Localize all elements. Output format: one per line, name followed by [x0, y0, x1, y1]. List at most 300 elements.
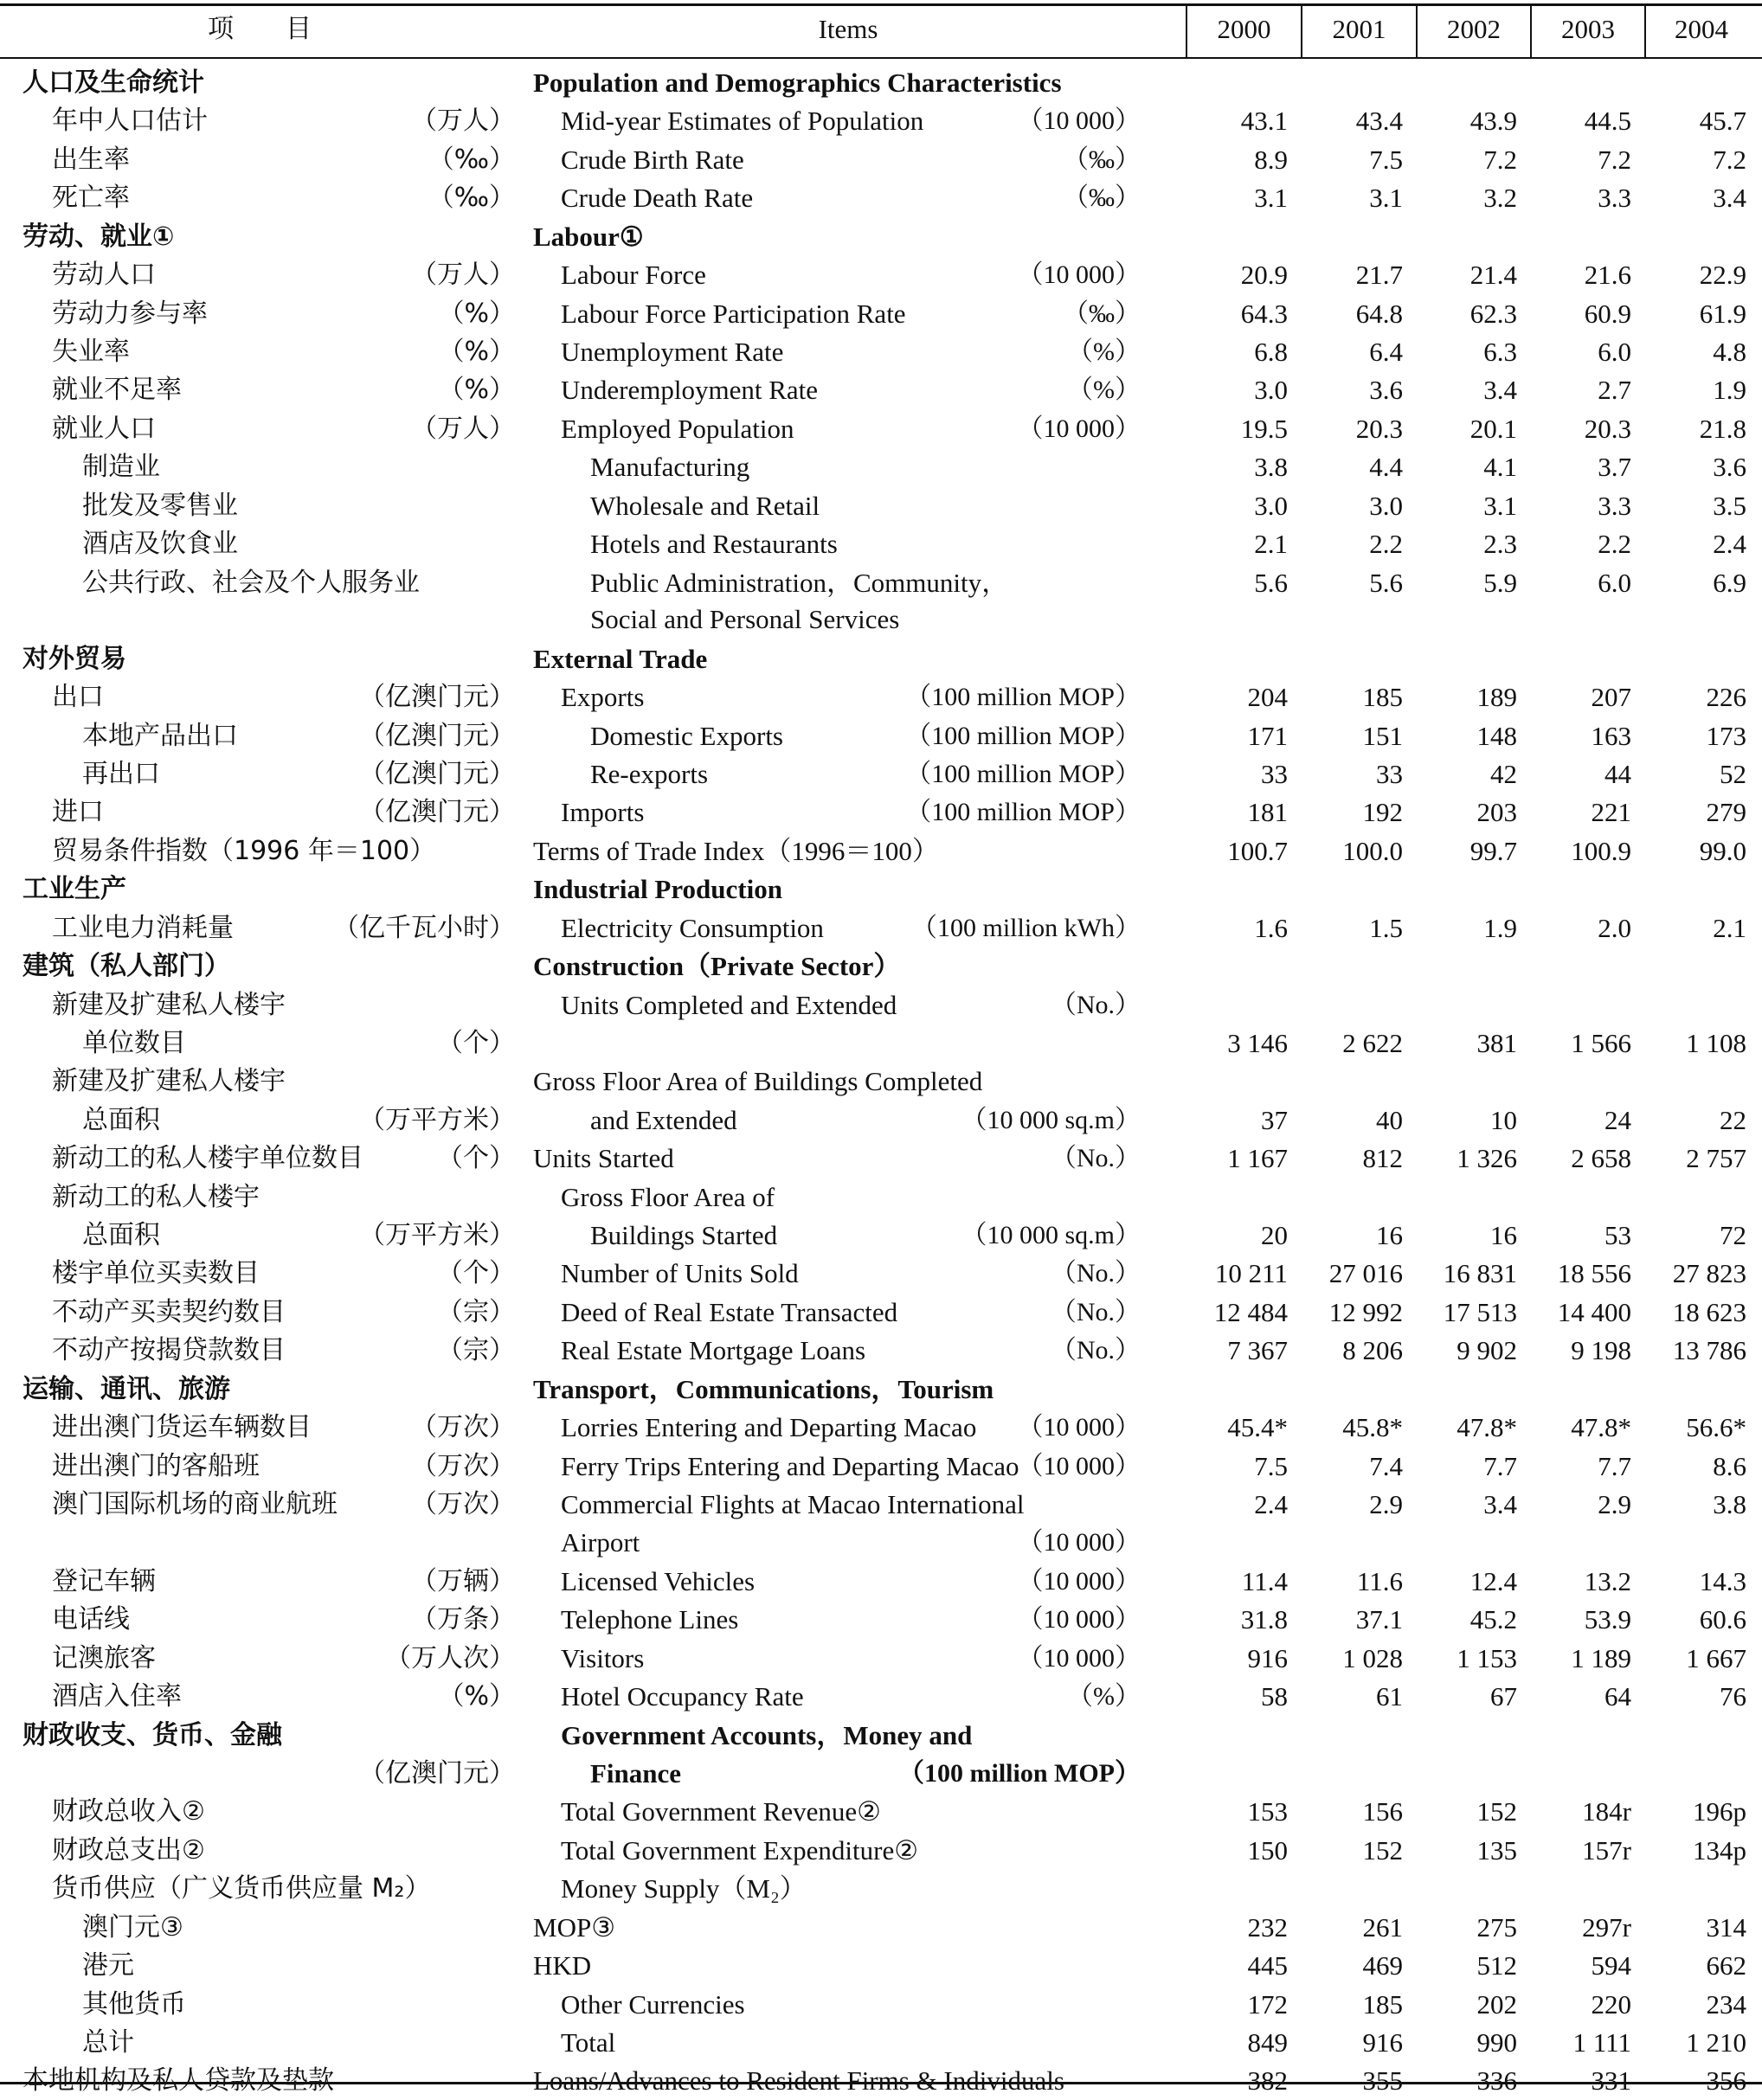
value-cell-2001: 2 622 — [1342, 1028, 1403, 1058]
item-label-en: Loans/Advances to Resident Firms & Individuals — [533, 2065, 1064, 2096]
value-cell-2002: 45.2 — [1469, 1604, 1517, 1634]
table-row — [0, 600, 1762, 639]
value-cell-2004: 72 — [1720, 1220, 1746, 1250]
value-cell-2004: 1 108 — [1686, 1028, 1746, 1058]
value-cell-2003: 2.7 — [1598, 375, 1631, 405]
table-row — [0, 448, 1762, 486]
item-unit-cn: （个） — [437, 1143, 515, 1173]
item-label-cn: 财政总支出② — [52, 1835, 205, 1866]
item-label-cn: 公共行政、社会及个人服务业 — [82, 568, 420, 598]
item-label-en: Licensed Vehicles — [561, 1566, 756, 1596]
item-label-en: Lorries Entering and Departing Macao — [561, 1412, 977, 1442]
value-cell-2003: 163 — [1591, 721, 1631, 751]
table-row — [0, 793, 1762, 832]
item-unit-cn: （万次） — [411, 1451, 515, 1481]
value-cell-2003: 20.3 — [1584, 414, 1631, 444]
value-cell-2003: 24 — [1604, 1105, 1631, 1135]
item-unit-en: （10 000 sq.m） — [961, 1221, 1141, 1249]
item-label-en: Population and Demographics Characteristics — [533, 67, 1062, 98]
value-cell-2001: 2.2 — [1369, 529, 1403, 559]
table-row — [0, 1024, 1762, 1063]
item-unit-cn: （万平方米） — [359, 1105, 515, 1135]
header-items-en: Items — [818, 14, 878, 44]
value-cell-2004: 662 — [1706, 1950, 1746, 1981]
value-cell-2000: 3.0 — [1254, 491, 1288, 521]
item-label-en: HKD — [533, 1950, 592, 1981]
item-label-en: Crude Death Rate — [561, 183, 754, 213]
item-label-cn: 劳动力参与率 — [52, 299, 208, 329]
item-unit-cn: （%） — [438, 375, 515, 405]
value-cell-2004: 21.8 — [1699, 414, 1746, 444]
table-row — [0, 1101, 1762, 1140]
value-cell-2003: 331 — [1591, 2065, 1631, 2096]
item-unit-en: （100 million MOP） — [905, 722, 1141, 750]
value-cell-2000: 20 — [1261, 1220, 1288, 1250]
value-cell-2001: 3.0 — [1369, 491, 1403, 521]
table-row — [0, 1832, 1762, 1870]
value-cell-2002: 3.4 — [1483, 375, 1517, 405]
item-label-en: Other Currencies — [561, 1989, 745, 2020]
value-cell-2004: 314 — [1706, 1912, 1746, 1943]
value-cell-2002: 189 — [1476, 682, 1517, 712]
item-label-cn: 运输、通讯、旅游 — [23, 1374, 230, 1404]
value-cell-2000: 20.9 — [1240, 260, 1288, 290]
value-cell-2003: 3.7 — [1598, 452, 1631, 482]
value-cell-2001: 20.3 — [1355, 414, 1403, 444]
value-cell-2004: 196p — [1693, 1796, 1746, 1827]
value-cell-2001: 4.4 — [1369, 452, 1403, 482]
item-unit-en: （‰） — [1063, 299, 1141, 328]
item-label-en: Transport，Communications，Tourism — [533, 1374, 994, 1404]
value-cell-2002: 16 831 — [1443, 1258, 1517, 1288]
item-label-en: Units Started — [533, 1143, 674, 1173]
value-cell-2001: 45.8* — [1342, 1412, 1403, 1442]
table-row — [0, 1294, 1762, 1332]
item-label-en: Unemployment Rate — [561, 337, 784, 367]
value-cell-2002: 7.7 — [1483, 1451, 1517, 1481]
item-label-cn: 总面积 — [82, 1105, 160, 1135]
item-label-en: Ferry Trips Entering and Departing Macao — [561, 1451, 1019, 1481]
item-unit-cn: （‰） — [428, 144, 515, 175]
item-label-cn: 楼宇单位买卖数目 — [52, 1258, 260, 1288]
value-cell-2001: 61 — [1376, 1681, 1403, 1711]
header-year-2004: 2004 — [1675, 14, 1728, 44]
item-label-cn: 酒店及饮食业 — [82, 529, 238, 559]
table-row — [0, 1640, 1762, 1678]
item-unit-cn: （亿澳门元） — [359, 759, 515, 789]
value-cell-2004: 3.6 — [1713, 452, 1746, 482]
table-row — [0, 1524, 1762, 1562]
value-cell-2000: 181 — [1247, 797, 1288, 827]
item-unit-cn: （宗） — [437, 1297, 515, 1327]
value-cell-2002: 512 — [1476, 1950, 1517, 1981]
item-unit-cn: （%） — [438, 1681, 515, 1711]
value-cell-2002: 148 — [1476, 721, 1517, 751]
item-unit-en: （%） — [1067, 376, 1141, 404]
value-cell-2004: 1 210 — [1686, 2027, 1746, 2058]
value-cell-2001: 156 — [1362, 1796, 1403, 1827]
table-row — [0, 1717, 1762, 1755]
table-row — [0, 1448, 1762, 1486]
item-label-cn: 财政总收入② — [52, 1796, 205, 1827]
item-label-cn: 年中人口估计 — [52, 106, 208, 136]
item-unit-en: （100 million MOP） — [905, 798, 1141, 826]
value-cell-2004: 22 — [1720, 1105, 1746, 1135]
value-cell-2004: 356 — [1706, 2065, 1746, 2096]
item-label-en: Exports — [561, 682, 645, 712]
item-label-cn: 劳动、就业① — [23, 222, 175, 252]
value-cell-2000: 382 — [1247, 2065, 1288, 2096]
value-cell-2004: 234 — [1706, 1989, 1746, 2020]
item-label-cn: 贸易条件指数（1996 年＝100） — [52, 836, 436, 866]
value-cell-2000: 5.6 — [1254, 568, 1288, 598]
value-cell-2001: 192 — [1362, 797, 1403, 827]
item-label-en: Terms of Trade Index（1996＝100） — [533, 836, 939, 866]
value-cell-2004: 3.4 — [1713, 183, 1746, 213]
item-label-en: Commercial Flights at Macao International — [561, 1489, 1025, 1519]
value-cell-2001: 3.6 — [1369, 375, 1403, 405]
value-cell-2003: 7.2 — [1598, 144, 1631, 175]
value-cell-2001: 27 016 — [1328, 1258, 1403, 1288]
table-row — [0, 1563, 1762, 1601]
value-cell-2002: 12.4 — [1469, 1566, 1517, 1596]
table-row — [0, 1678, 1762, 1716]
item-unit-en: （No.） — [1050, 1259, 1141, 1288]
value-cell-2001: 151 — [1362, 721, 1403, 751]
table-row — [0, 2062, 1762, 2100]
item-label-cn: 财政收支、货币、金融 — [23, 1720, 282, 1750]
value-cell-2003: 184r — [1582, 1796, 1631, 1827]
item-unit-en: （No.） — [1050, 1298, 1141, 1326]
item-unit-cn: （万条） — [411, 1604, 515, 1634]
value-cell-2002: 1 153 — [1457, 1643, 1517, 1673]
table-row — [0, 1486, 1762, 1524]
item-unit-cn: （万辆） — [411, 1566, 515, 1596]
value-cell-2002: 42 — [1490, 759, 1517, 789]
table-row — [0, 487, 1762, 525]
value-cell-2002: 21.4 — [1469, 260, 1517, 290]
value-cell-2002: 2.3 — [1483, 529, 1517, 559]
item-label-cn: 工业生产 — [23, 874, 126, 904]
item-label-cn: 进出澳门货运车辆数目 — [52, 1412, 312, 1442]
item-label-en: Wholesale and Retail — [590, 491, 820, 521]
value-cell-2004: 56.6* — [1686, 1412, 1746, 1442]
item-label-cn: 出口 — [52, 682, 104, 712]
value-cell-2000: 31.8 — [1240, 1604, 1288, 1634]
item-label-cn: 出生率 — [52, 144, 130, 175]
item-unit-en: （10 000） — [1017, 260, 1141, 289]
value-cell-2002: 1 326 — [1457, 1143, 1517, 1173]
value-cell-2000: 3.8 — [1254, 452, 1288, 482]
item-unit-en: （10 000） — [1017, 1605, 1141, 1634]
item-unit-cn: （万人） — [411, 106, 515, 136]
item-label-cn: 死亡率 — [52, 183, 130, 213]
item-unit-en: （10 000） — [1017, 106, 1141, 135]
item-unit-en: （10 000） — [1017, 1528, 1141, 1557]
value-cell-2002: 17 513 — [1443, 1297, 1517, 1327]
value-cell-2000: 10 211 — [1214, 1258, 1288, 1288]
value-cell-2003: 6.0 — [1598, 568, 1631, 598]
value-cell-2000: 19.5 — [1240, 414, 1288, 444]
value-cell-2001: 11.6 — [1356, 1566, 1403, 1596]
value-cell-2000: 1 167 — [1227, 1143, 1288, 1173]
value-cell-2000: 232 — [1247, 1912, 1288, 1943]
item-unit-cn: （万次） — [411, 1412, 515, 1442]
value-cell-2000: 64.3 — [1240, 299, 1288, 329]
value-cell-2000: 7.5 — [1254, 1451, 1288, 1481]
table-row — [0, 1986, 1762, 2024]
value-cell-2000: 153 — [1247, 1796, 1288, 1827]
value-cell-2004: 52 — [1720, 759, 1746, 789]
item-label-en: Number of Units Sold — [561, 1258, 799, 1288]
value-cell-2002: 275 — [1476, 1912, 1517, 1943]
table-row — [0, 832, 1762, 870]
value-cell-2000: 3.1 — [1254, 183, 1288, 213]
item-unit-cn: （万人） — [411, 414, 515, 444]
table-row — [0, 640, 1762, 678]
value-cell-2002: 135 — [1476, 1835, 1517, 1866]
table-row — [0, 717, 1762, 755]
value-cell-2001: 8 206 — [1342, 1335, 1403, 1365]
value-cell-2004: 3.5 — [1713, 491, 1746, 521]
item-label-en: Visitors — [561, 1643, 645, 1673]
item-label-en: Finance — [590, 1758, 682, 1789]
item-unit-en: （10 000） — [1017, 1452, 1141, 1480]
item-unit-cn: （万平方米） — [359, 1220, 515, 1250]
value-cell-2004: 134p — [1693, 1835, 1746, 1866]
value-cell-2003: 221 — [1591, 797, 1631, 827]
value-cell-2002: 20.1 — [1469, 414, 1517, 444]
item-unit-cn: （亿澳门元） — [359, 1758, 515, 1789]
item-label-cn: 劳动人口 — [52, 260, 156, 290]
item-label-cn: 港元 — [82, 1950, 134, 1981]
table-row — [0, 64, 1762, 102]
item-label-en: External Trade — [533, 644, 708, 674]
header-year-2002: 2002 — [1447, 14, 1501, 44]
value-cell-2003: 64 — [1604, 1681, 1631, 1711]
value-cell-2004: 173 — [1706, 721, 1746, 751]
item-label-en: Buildings Started — [590, 1220, 778, 1250]
table-row — [0, 1255, 1762, 1293]
value-cell-2001: 152 — [1362, 1835, 1403, 1866]
table-row — [0, 1793, 1762, 1831]
item-unit-en: （10 000） — [1017, 1413, 1141, 1442]
table-row — [0, 909, 1762, 947]
item-label-cn: 就业不足率 — [52, 375, 182, 405]
value-cell-2001: 185 — [1362, 682, 1403, 712]
value-cell-2002: 3.2 — [1483, 183, 1517, 213]
value-cell-2004: 4.8 — [1713, 337, 1746, 367]
item-unit-en: （10 000） — [1017, 414, 1141, 443]
value-cell-2004: 6.9 — [1713, 568, 1746, 598]
value-cell-2000: 3.0 — [1254, 375, 1288, 405]
table-row — [0, 410, 1762, 448]
value-cell-2001: 261 — [1362, 1912, 1403, 1943]
item-label-en: Deed of Real Estate Transacted — [561, 1297, 898, 1327]
item-label-en: Public Administration，Community， — [590, 568, 1009, 598]
value-cell-2001: 33 — [1376, 759, 1403, 789]
item-label-en: and Extended — [590, 1105, 737, 1135]
value-cell-2003: 53 — [1604, 1220, 1631, 1250]
item-unit-en: （10 000） — [1017, 1644, 1141, 1673]
value-cell-2000: 2.1 — [1254, 529, 1288, 559]
item-label-en: Hotels and Restaurants — [590, 529, 838, 559]
value-cell-2002: 16 — [1490, 1220, 1517, 1250]
table-row — [0, 218, 1762, 256]
item-label-cn: 电话线 — [52, 1604, 130, 1634]
value-cell-2002: 6.3 — [1483, 337, 1517, 367]
value-cell-2000: 37 — [1261, 1105, 1288, 1135]
value-cell-2000: 58 — [1261, 1681, 1288, 1711]
item-label-en: Imports — [561, 797, 645, 827]
header-year-2003: 2003 — [1561, 14, 1615, 44]
value-cell-2003: 1 111 — [1572, 2027, 1631, 2058]
value-cell-2000: 7 367 — [1227, 1335, 1288, 1365]
item-unit-cn: （万次） — [411, 1489, 515, 1519]
value-cell-2001: 6.4 — [1369, 337, 1403, 367]
value-cell-2000: 11.4 — [1241, 1566, 1288, 1596]
item-label-cn: 建筑（私人部门） — [23, 951, 230, 981]
item-label-en: Government Accounts，Money and — [561, 1720, 973, 1750]
item-label-cn: 批发及零售业 — [82, 491, 238, 521]
value-cell-2002: 99.7 — [1469, 836, 1517, 866]
item-label-en: Construction（Private Sector） — [533, 951, 901, 981]
item-label-cn: 人口及生命统计 — [23, 67, 204, 98]
item-unit-en: （100 million MOP） — [905, 683, 1141, 711]
table-row — [0, 1332, 1762, 1370]
item-label-en: Total — [561, 2027, 616, 2058]
item-label-cn: 登记车辆 — [52, 1566, 156, 1596]
value-cell-2001: 812 — [1362, 1143, 1403, 1173]
value-cell-2004: 60.6 — [1699, 1604, 1746, 1634]
item-label-cn: 再出口 — [82, 759, 160, 789]
item-unit-en: （%） — [1067, 1682, 1141, 1711]
value-cell-2004: 2.1 — [1713, 913, 1746, 943]
table-row — [0, 1217, 1762, 1255]
table-row — [0, 1371, 1762, 1409]
value-cell-2000: 43.1 — [1240, 106, 1288, 136]
item-label-cn: 新建及扩建私人楼宇 — [52, 1066, 286, 1096]
value-cell-2000: 8.9 — [1254, 144, 1288, 175]
value-cell-2001: 3.1 — [1369, 183, 1403, 213]
value-cell-2003: 21.6 — [1584, 260, 1631, 290]
value-cell-2003: 157r — [1582, 1835, 1631, 1866]
item-unit-en: （10 000） — [1017, 1567, 1141, 1596]
item-label-en: Industrial Production — [533, 874, 782, 904]
item-label-en: Mid-year Estimates of Population — [561, 106, 924, 136]
value-cell-2003: 6.0 — [1598, 337, 1631, 367]
item-unit-en: （No.） — [1050, 1144, 1141, 1172]
item-label-cn: 制造业 — [82, 452, 160, 482]
table-row — [0, 986, 1762, 1024]
value-cell-2002: 43.9 — [1469, 106, 1517, 136]
header-items-cn: 项 目 — [208, 14, 312, 44]
value-cell-2004: 3.8 — [1713, 1489, 1746, 1519]
value-cell-2003: 7.7 — [1598, 1451, 1631, 1481]
item-label-en: Manufacturing — [590, 452, 750, 482]
value-cell-2004: 14.3 — [1699, 1566, 1746, 1596]
value-cell-2000: 12 484 — [1213, 1297, 1288, 1327]
value-cell-2003: 2.0 — [1598, 913, 1631, 943]
value-cell-2002: 10 — [1490, 1105, 1517, 1135]
value-cell-2001: 37.1 — [1355, 1604, 1403, 1634]
value-cell-2002: 3.4 — [1483, 1489, 1517, 1519]
value-cell-2001: 7.5 — [1369, 144, 1403, 175]
value-cell-2004: 7.2 — [1713, 144, 1746, 175]
value-cell-2001: 355 — [1362, 2065, 1403, 2096]
value-cell-2001: 5.6 — [1369, 568, 1403, 598]
value-cell-2000: 100.7 — [1227, 836, 1288, 866]
table-row — [0, 256, 1762, 294]
table-row — [0, 870, 1762, 909]
table-row — [0, 564, 1762, 602]
item-unit-en: （No.） — [1050, 1336, 1141, 1365]
value-cell-2004: 226 — [1706, 682, 1746, 712]
item-unit-en: （100 million kWh） — [911, 914, 1141, 942]
item-label-cn: 新建及扩建私人楼宇 — [52, 990, 286, 1020]
item-unit-en: （%） — [1067, 337, 1141, 366]
item-label-en: Gross Floor Area of Buildings Completed — [533, 1066, 983, 1096]
value-cell-2000: 3 146 — [1227, 1028, 1288, 1058]
value-cell-2004: 2.4 — [1713, 529, 1746, 559]
value-cell-2001: 16 — [1376, 1220, 1403, 1250]
value-cell-2003: 594 — [1591, 1950, 1631, 1981]
item-unit-cn: （亿澳门元） — [359, 797, 515, 827]
item-label-cn: 澳门国际机场的商业航班 — [52, 1489, 338, 1519]
value-cell-2003: 53.9 — [1584, 1604, 1631, 1634]
value-cell-2001: 43.4 — [1355, 106, 1403, 136]
item-label-en: Labour① — [533, 222, 644, 252]
value-cell-2002: 1.9 — [1483, 913, 1517, 943]
table-row — [0, 525, 1762, 563]
item-label-cn: 工业电力消耗量 — [52, 913, 234, 943]
item-label-en: Airport — [561, 1527, 640, 1557]
table-row — [0, 333, 1762, 371]
value-cell-2002: 203 — [1476, 797, 1517, 827]
value-cell-2003: 13.2 — [1584, 1566, 1631, 1596]
value-cell-2000: 33 — [1261, 759, 1288, 789]
item-label-cn: 失业率 — [52, 337, 130, 367]
item-unit-en: （‰） — [1063, 145, 1141, 174]
item-label-en: Crude Birth Rate — [561, 144, 744, 175]
value-cell-2004: 279 — [1706, 797, 1746, 827]
header-bottom-border — [0, 57, 1762, 59]
table-row — [0, 1140, 1762, 1178]
table-row — [0, 2024, 1762, 2062]
table-row — [0, 141, 1762, 179]
value-cell-2001: 2.9 — [1369, 1489, 1403, 1519]
item-label-cn: 单位数目 — [82, 1028, 186, 1058]
value-cell-2004: 27 823 — [1672, 1258, 1746, 1288]
value-cell-2002: 4.1 — [1483, 452, 1517, 482]
value-cell-2003: 297r — [1582, 1912, 1631, 1943]
value-cell-2002: 202 — [1476, 1989, 1517, 2020]
value-cell-2003: 2 658 — [1571, 1143, 1631, 1173]
item-label-cn: 就业人口 — [52, 414, 156, 444]
item-label-cn: 货币供应（广义货币供应量 M₂） — [52, 1873, 431, 1904]
table-row — [0, 371, 1762, 409]
header-year-2001: 2001 — [1332, 14, 1386, 44]
value-cell-2004: 99.0 — [1699, 836, 1746, 866]
item-label-cn: 本地机构及私人贷款及垫款 — [23, 2065, 334, 2096]
value-cell-2003: 9 198 — [1571, 1335, 1631, 1365]
item-label-cn: 新动工的私人楼宇单位数目 — [52, 1143, 363, 1173]
item-unit-cn: （宗） — [437, 1335, 515, 1365]
value-cell-2003: 2.9 — [1598, 1489, 1631, 1519]
value-cell-2002: 62.3 — [1469, 299, 1517, 329]
item-label-en: Units Completed and Extended — [561, 990, 897, 1020]
item-label-cn: 澳门元③ — [82, 1912, 183, 1943]
